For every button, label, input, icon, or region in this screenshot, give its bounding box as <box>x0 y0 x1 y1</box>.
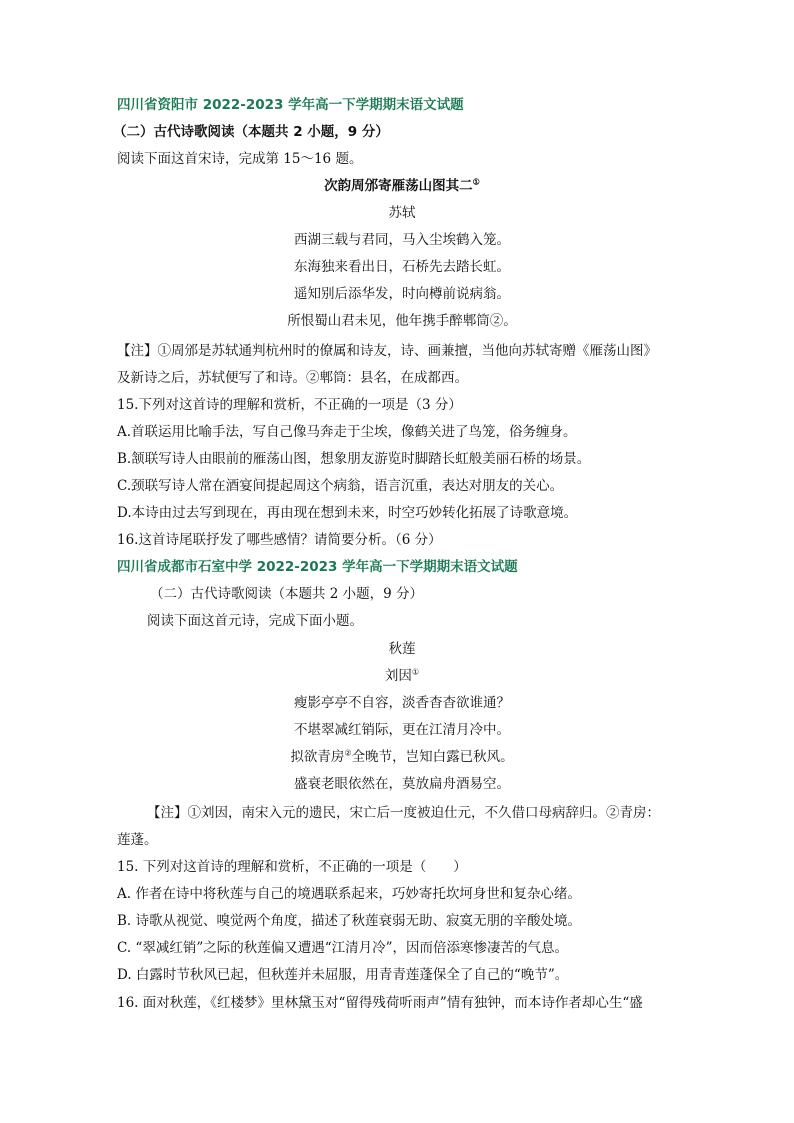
section2-instruction: 阅读下面这首元诗，完成下面小题。 <box>147 613 363 629</box>
section1-subheading: （二）古代诗歌阅读（本题共 2 小题，9 分） <box>113 124 389 140</box>
section2-option-b: B. 诗歌从视觉、嗅觉两个角度，描述了秋莲衰弱无助、寂寞无朋的辛酸处境。 <box>117 913 582 929</box>
author-text: 刘因 <box>384 668 412 684</box>
section2-note-line: 莲蓬。 <box>117 832 158 848</box>
section2-option-a: A. 作者在诗中将秋莲与自己的境遇联系起来，巧妙寄托坎坷身世和复杂心绪。 <box>117 886 581 902</box>
section2-poem-title: 秋莲 <box>388 641 416 657</box>
poem-line-text: 盛衰老眼依然在，莫放扁舟酒易空。 <box>294 776 510 792</box>
section1-poem-line: 东海独来看出日，石桥先去踏长虹。 <box>294 259 510 275</box>
section1-poem-title <box>117 177 687 195</box>
section2-question-15: 15. 下列对这首诗的理解和赏析，不正确的一项是（ ） <box>117 859 467 875</box>
section1-poem-line: 遥知别后添华发，时向樽前说病翁。 <box>294 286 510 302</box>
poem-title-text: 次韵周邠寄雁荡山图其二 <box>324 178 473 194</box>
poem-line-text: 不堪翠减红销际，更在江清月冷中。 <box>294 722 510 738</box>
section1-note-line: 【注】①周邠是苏轼通判杭州时的僚属和诗友，诗、画兼擅，当他向苏轼寄赠《雁荡山图》 <box>117 343 657 359</box>
section2-poem-line <box>117 694 687 712</box>
footnote-mark: ① <box>472 176 480 187</box>
section2-poem-line <box>117 748 687 766</box>
section1-option-d: D.本诗由过去写到现在，再由现在想到未来，时空巧妙转化拓展了诗歌意境。 <box>117 505 578 521</box>
section2-option-c: C. “翠减红销”之际的秋莲偏又遭遇“江清月冷”，因而倍添寒惨凄苦的气息。 <box>117 940 569 956</box>
footnote-mark: ① <box>411 667 420 677</box>
section1-poem-line: 西湖三载与君同，马入尘埃鹤入笼。 <box>294 232 510 248</box>
section1-question-15: 15.下列对这首诗的理解和赏析，不正确的一项是（3 分） <box>117 397 462 413</box>
section1-author: 苏轼 <box>388 205 416 221</box>
poem-line-text: 全晚节，岂知白露已秋风。 <box>351 749 514 765</box>
section1-option-a: A.首联运用比喻手法，写自己像马奔走于尘埃，像鹤关进了鸟笼，俗务缠身。 <box>117 424 577 440</box>
section1-instruction: 阅读下面这首宋诗，完成第 15～16 题。 <box>117 151 363 167</box>
section1-option-b: B.颔联写诗人由眼前的雁荡山图，想象朋友游览时脚踏长虹般美丽石桥的场景。 <box>117 451 591 467</box>
footnote-mark: ② <box>344 748 352 758</box>
section2-poem-line <box>117 775 687 793</box>
section2-heading: 四川省成都市石室中学 2022-2023 学年高一下学期期末语文试题 <box>117 559 518 575</box>
section2-question-16: 16. 面对秋莲，《红楼梦》里林黛玉对“留得残荷听雨声”情有独钟，而本诗作者却心生“盛 <box>117 995 643 1011</box>
poem-line-text: 拟欲青房 <box>290 749 345 765</box>
section2-option-d: D. 白露时节秋风已起，但秋莲并未屈服，用青青莲蓬保全了自己的“晚节”。 <box>117 967 569 983</box>
section2-note-line: 【注】①刘因，南宋入元的遗民，宋亡后一度被迫仕元，不久借口母病辞归。②青房： <box>147 805 660 821</box>
section1-question-16: 16.这首诗尾联抒发了哪些感情？请简要分析。（6 分） <box>117 532 442 548</box>
poem-line-text: 瘦影亭亭不自容，淡香杳杳欲谁通？ <box>294 695 510 711</box>
section1-note-line: 及新诗之后，苏轼便写了和诗。②郫筒：县名，在成都西。 <box>117 370 468 386</box>
section2-subheading: （二）古代诗歌阅读（本题共 2 小题，9 分） <box>150 586 424 602</box>
section1-option-c: C.颈联写诗人常在酒宴间提起周这个病翁，语言沉重，表达对朋友的关心。 <box>117 478 564 494</box>
section2-poem-line <box>117 721 687 739</box>
section1-heading: 四川省资阳市 2022-2023 学年高一下学期期末语文试题 <box>117 97 464 113</box>
section2-author <box>117 667 687 685</box>
section1-poem-line: 所恨蜀山君未见，他年携手醉郫筒②。 <box>287 313 517 329</box>
